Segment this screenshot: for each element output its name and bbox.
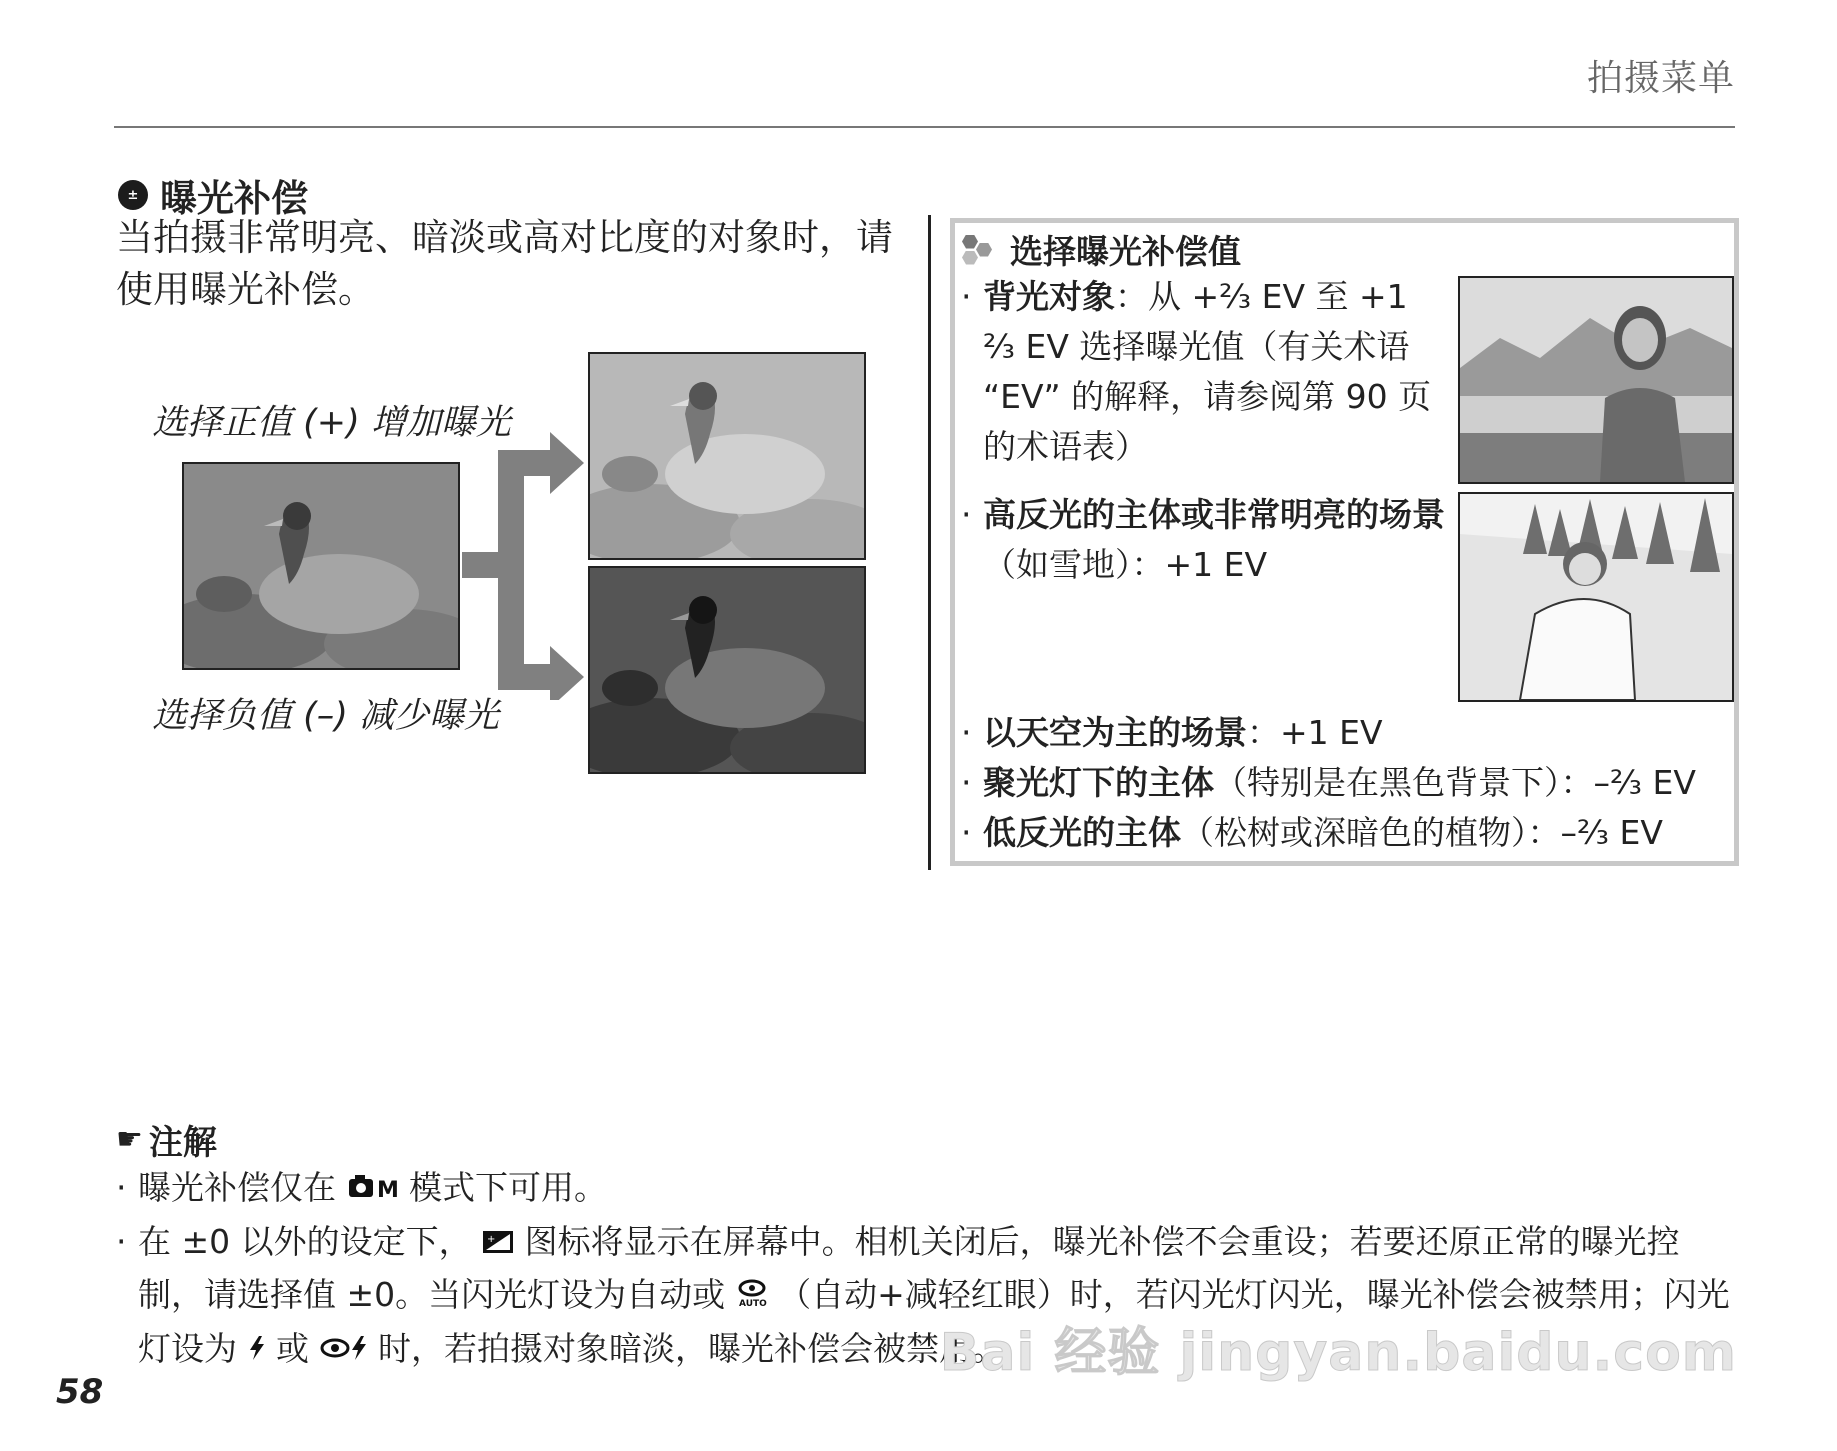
tip-item-bright-scene-label: 高反光的主体或非常明亮的场景 [983,495,1445,534]
tip-item-sky: · 以天空为主的场景：+1 EV [961,713,1383,752]
red-eye-auto-icon [736,1271,768,1323]
note-2-text-c: （自动+减轻红眼）时，若闪光灯闪光，曝光补偿会被禁用；闪光灯设为 [138,1275,1730,1368]
note-2-text-e: 时，若拍摄对象暗淡，曝光补偿会被禁用。 [378,1328,1005,1368]
backlit-subject-illustration [1458,276,1734,484]
note-1: · 曝光补偿仅在 M 模式下可用。 [116,1162,1741,1216]
notes-title [116,1115,217,1164]
tip-item-backlit-text: ：从 +⅔ EV 至 +1 ⅔ EV 选择曝光值（有关术语 “EV” 的解释，请参阅第 90 页的术语表） [983,277,1432,466]
snow-scene-illustration [1458,492,1734,702]
page-number: 58 [56,1372,104,1412]
column-divider [928,215,931,870]
camera-m-mode-icon [347,1164,399,1216]
tip-item-bright-scene-text: （如雪地）：+1 EV [983,545,1268,584]
ev-display-icon [482,1217,514,1269]
duck-photo-normal [182,462,460,670]
duck-photo-darker [588,566,866,774]
baidu-watermark: Bai 经验 jingyan.baidu.com [939,1323,1737,1383]
red-eye-flash-icon [320,1324,368,1376]
section-title-text: 曝光补偿 [160,177,308,220]
note-2-text-b: 图标将显示在屏幕中。相机关闭后，曝光补偿不会重设；若要还原正常的曝光控制，请选择值 ±0。当闪光灯设为自动或 [138,1221,1680,1314]
tip-title [962,226,1241,273]
note-pointing-hand-icon: ☛ [116,1122,143,1157]
note-1-text-b: 模式下可用。 [409,1168,607,1207]
tip-item-spotlight: · 聚光灯下的主体（特别是在黑色背景下）：–⅔ EV [961,763,1696,802]
exposure-compensation-icon: ± [118,180,148,210]
svg-text:M: M [376,1177,399,1201]
tip-hexagons-icon [962,235,1000,265]
flash-icon [248,1324,266,1376]
duck-photo-brighter [588,352,866,560]
tip-item-spotlight-text: （特别是在黑色背景下）：–⅔ EV [1214,763,1696,802]
tip-item-sky-label: 以天空为主的场景 [983,713,1247,752]
tip-title-text: 选择曝光补偿值 [1010,232,1241,271]
tip-item-spotlight-label: 聚光灯下的主体 [983,763,1214,802]
caption-minus: 选择负值 (–) 减少曝光 [152,696,500,736]
tip-item-bright-scene: · 高反光的主体或非常明亮的场景（如雪地）：+1 EV [961,495,1445,584]
note-2: · 在 ±0 以外的设定下， + 图标将显示在屏幕中。相机关闭后，曝光补偿不会重设；若要还原正常的曝光控制，请选择值 ±0。当闪光灯设为自动或 AUTO （自动+减轻红眼）时，若闪光灯闪光，曝光补偿会被禁用；闪光灯设为 或 时，若拍摄对象暗淡，曝光补偿会被禁用。 [116,1216,1741,1377]
note-2-text-a: 在 ±0 以外的设定下， [138,1221,472,1261]
caption-plus: 选择正值 (+) 增加曝光 [152,403,511,443]
svg-text:+: + [487,1234,496,1245]
tip-item-sky-text: ：+1 EV [1247,713,1383,752]
running-head: 拍摄菜单 [1586,58,1735,99]
svg-text:AUTO: AUTO [738,1298,767,1308]
note-1-text-a: 曝光补偿仅在 [138,1168,336,1207]
note-2-text-d: 或 [276,1328,309,1368]
tip-item-low-reflectivity: · 低反光的主体（松树或深暗色的植物）：–⅔ EV [961,813,1663,852]
tip-item-backlit-label: 背光对象 [983,277,1115,316]
notes-title-text: 注解 [148,1123,217,1163]
tip-item-low-reflectivity-text: （松树或深暗色的植物）：–⅔ EV [1181,813,1663,852]
tip-item-low-reflectivity-label: 低反光的主体 [983,813,1181,852]
arrow-connector [462,430,590,704]
intro-text: 当拍摄非常明亮、暗淡或高对比度的对象时，请使用曝光补偿。 [116,216,893,311]
header-rule [114,126,1735,128]
tip-item-backlit: · 背光对象：从 +⅔ EV 至 +1 ⅔ EV 选择曝光值（有关术语 “EV” 的解释，请参阅第 90 页的术语表） [961,277,1432,466]
